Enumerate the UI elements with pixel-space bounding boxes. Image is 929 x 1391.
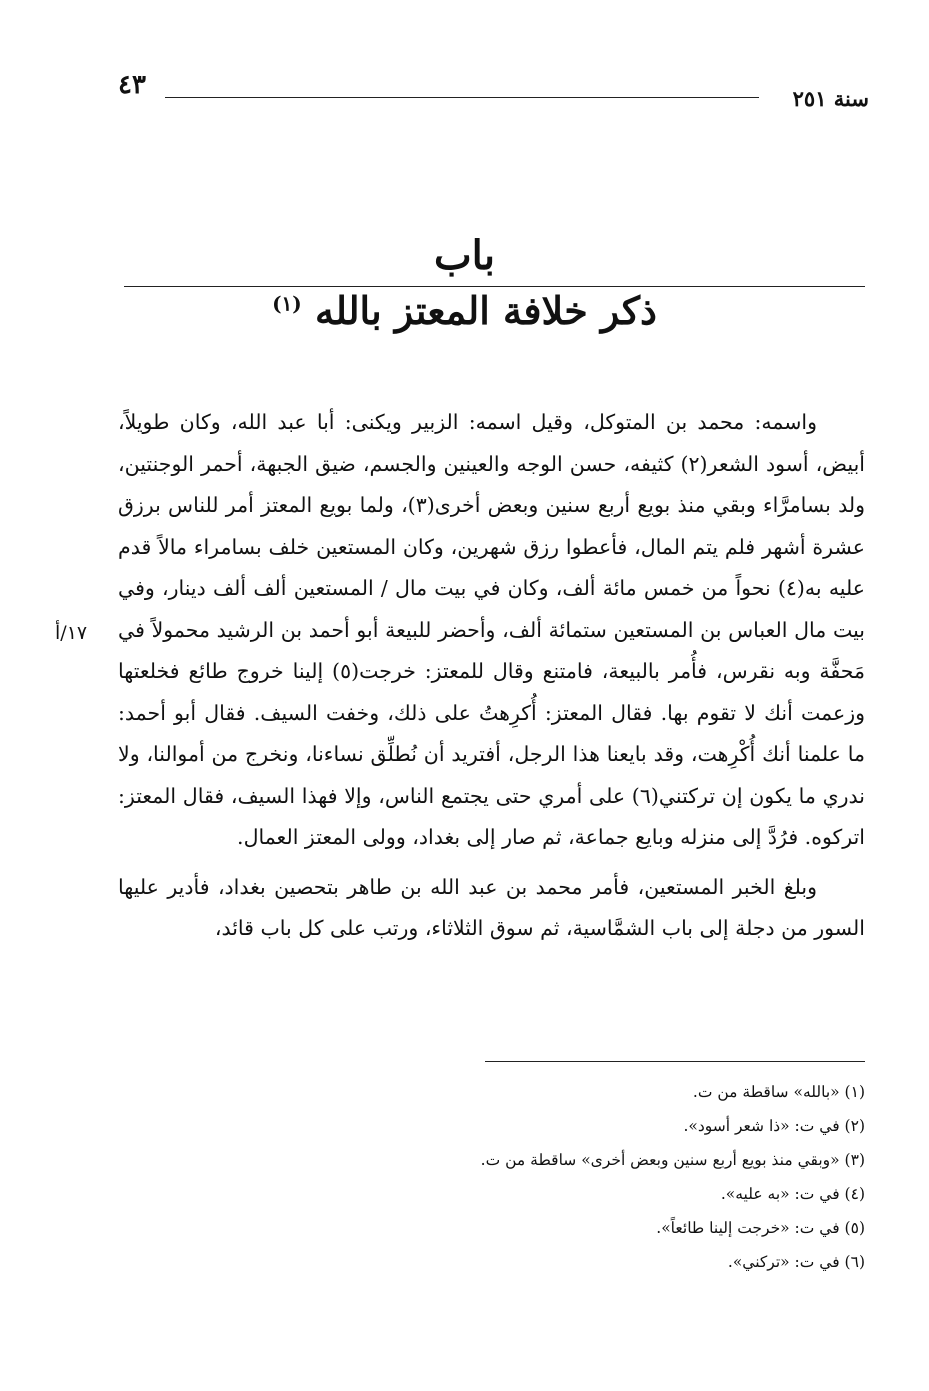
footnote-3: (٣) «وبقي منذ بويع أربع سنين وبعض أخرى» ساقطة من ت.	[480, 1151, 865, 1169]
page-number: ٤٣	[118, 70, 146, 100]
title-rule	[124, 286, 865, 287]
running-header-year: سنة ٢٥١	[792, 86, 869, 111]
footnote-5: (٥) في ت: «خرجت إلينا طائعاً».	[656, 1219, 865, 1237]
chapter-title-footnote-ref: (١)	[272, 291, 302, 316]
chapter-heading: باب	[434, 232, 495, 279]
paragraph-2: وبلغ الخبر المستعين، فأمر محمد بن عبد الله بن طاهر بتحصين بغداد، فأدير عليها السور من دجلة إلى باب الشمَّاسية، ثم سوق الثلاثاء، ورتب على كل باب قائد،	[118, 874, 865, 940]
footnote-6: (٦) في ت: «تركني».	[727, 1253, 865, 1271]
chapter-title-text: ذكر خلافة المعتز بالله	[314, 288, 657, 333]
manuscript-folio-marker: ١٧/أ	[55, 622, 88, 644]
header-rule	[165, 97, 759, 98]
footnote-1: (١) «بالله» ساقطة من ت.	[692, 1083, 865, 1101]
main-text	[118, 402, 865, 950]
paragraph-1: واسمه: محمد بن المتوكل، وقيل اسمه: الزبير ويكنى: أبا عبد الله، وكان طويلاً، أبيض، أسود الشعر(٢) كثيفه، حسن الوجه والعينين والجسم، ضيق الجبهة، أحمر الوجنتين، ولد بسامرَّاء وبقي منذ بويع أربع سنين وبعض أخرى(٣)، ولما بويع المعتز أمر للناس برزق عشرة أشهر فلم يتم المال، فأعطوا رزق شهرين، وكان المستعين خلف بسامراء مالاً قدم عليه به(٤) نحواً من خمس مائة ألف، وكان في بيت مال / المستعين ألف ألف دينار، وفي بيت مال العباس بن المستعين ستمائة ألف، وأحضر للبيعة أبو أحمد بن الرشيد محمولاً في مَحفَّة وبه نقرس، فأُمر بالبيعة، فامتنع وقال للمعتز: خرجت(٥) إلينا خروج طائع فخلعتها وزعمت أنك لا تقوم بها. فقال المعتز: أُكرِهتُ على ذلك، وخفت السيف. فقال أبو أحمد: ما علمنا أنك أُكْرِهت، وقد بايعنا هذا الرجل، أفتريد أن نُطلِّق نساءنا، ونخرج من أموالنا، ولا ندري ما يكون إن تركتني(٦) على أمري حتى يجتمع الناس، وإلا فهذا السيف، فقال المعتز: اتركوه. فرُدَّ إلى منزله وبايع جماعة، ثم صار إلى بغداد، وولى المعتز العمال.	[118, 410, 866, 849]
footnotes	[165, 1075, 865, 1279]
chapter-title	[0, 288, 929, 333]
footnote-4: (٤) في ت: «به عليه».	[720, 1185, 865, 1203]
footnote-separator	[485, 1061, 865, 1062]
footnote-2: (٢) في ت: «ذا شعر أسود».	[683, 1117, 865, 1135]
